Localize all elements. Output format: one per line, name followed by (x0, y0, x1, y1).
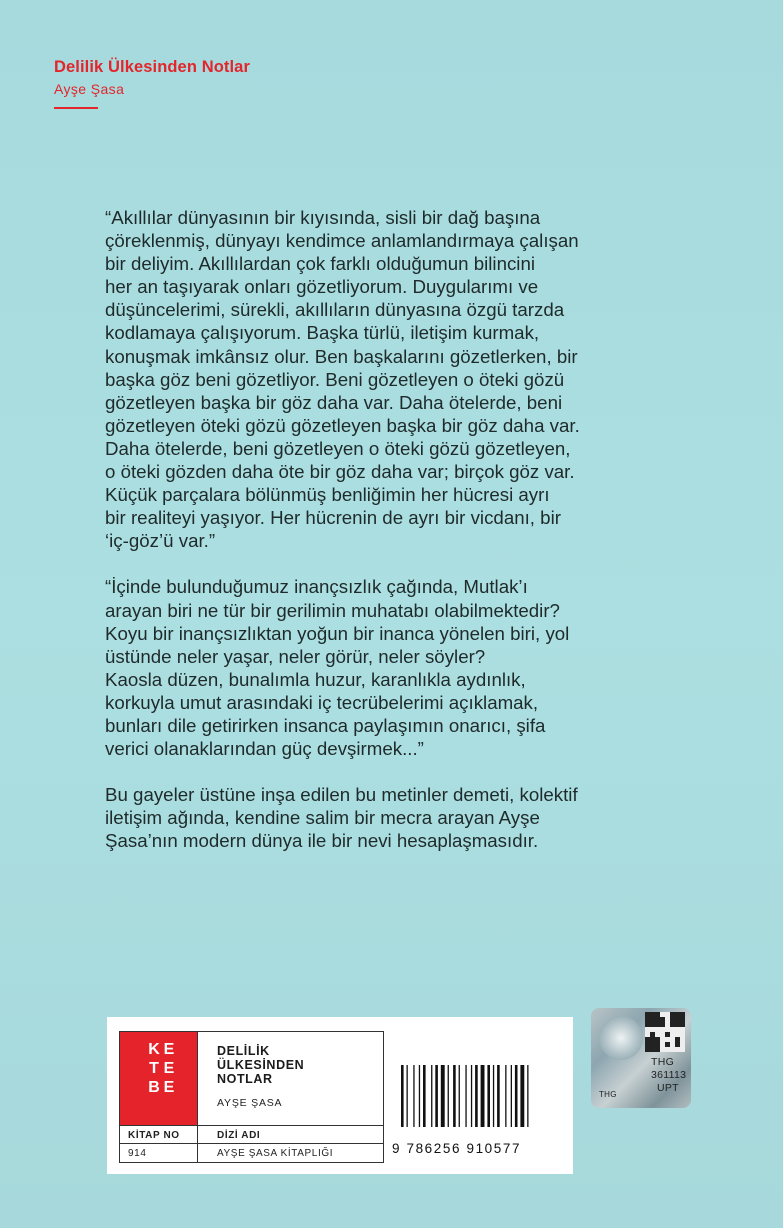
hologram-sticker (591, 1008, 691, 1108)
barcode-bar (431, 1065, 432, 1127)
barcode-bar (423, 1065, 426, 1127)
blurb-line: Şasa’nın modern dünya ile bir nevi hesaplaşmasıdır. (105, 830, 539, 852)
logo-letter: T (149, 1060, 159, 1077)
blurb-line: gözetleyen başka bir göz daha var. Daha ötelerde, beni (105, 391, 563, 413)
barcode-bar (493, 1065, 494, 1127)
blurb-paragraph (105, 575, 705, 760)
barcode-bar (487, 1065, 490, 1127)
blurb-line: başka göz beni gözetliyor. Beni gözetleyen o öteki gözü (105, 368, 565, 390)
blurb-line: ‘iç-göz’ü var.” (105, 530, 216, 552)
barcode-icon (399, 1065, 559, 1127)
dizi-adi-value: AYŞE ŞASA KİTAPLIĞI (217, 1148, 334, 1159)
cover-header (54, 58, 250, 109)
qr-code-icon (645, 1012, 685, 1052)
blurb-line: bir realiteyi yaşıyor. Her hücrenin de ayrı bir vicdanı, bir (105, 507, 561, 529)
logo-letter: B (148, 1079, 160, 1096)
barcode-bar (520, 1065, 524, 1127)
barcode-bar (448, 1065, 449, 1127)
label-book-info (217, 1044, 304, 1109)
barcode-bar (407, 1065, 408, 1127)
blurb-line: üstünde neler yaşar, neler görür, neler söyler? (105, 645, 486, 667)
barcode-bar (465, 1065, 466, 1127)
barcode-bar (527, 1065, 528, 1127)
blurb-line: iletişim ağında, kendine salim bir mecra arayan Ayşe (105, 807, 540, 829)
hologram-code-1: THG (651, 1056, 675, 1068)
blurb-line: gözetleyen öteki gözü gözetleyen başka bir göz daha var. (105, 414, 580, 436)
blurb-line: bunları dile getirirken insanca paylaşımın onarıcı, şifa (105, 714, 546, 736)
blurb-line: “İçinde bulunduğumuz inançsızlık çağında, Mutlak’ı (105, 576, 528, 598)
hologram-seal-icon (599, 1016, 643, 1060)
isbn-digits: 9 786256 910577 (392, 1141, 522, 1156)
hologram-bottom-text: THG (599, 1090, 617, 1099)
barcode-bar (515, 1065, 518, 1127)
blurb-line: Küçük parçalara bölünmüş benliğimin her hücresi ayrı (105, 484, 550, 506)
blurb-line: düşüncelerimi, sürekli, akıllıların dünyasına özgü tarzda (105, 299, 565, 321)
barcode-bar (441, 1065, 445, 1127)
barcode-bar (401, 1065, 404, 1127)
blurb-line: verici olanaklarından güç devşirmek...” (105, 738, 424, 760)
blurb-line: her an taşıyarak onları gözetliyorum. Duygularımı ve (105, 276, 539, 298)
divider-horizontal-1 (120, 1125, 383, 1126)
publisher-label (107, 1017, 573, 1174)
blurb-text (105, 206, 705, 875)
barcode-bar (505, 1065, 506, 1127)
blurb-line: o öteki gözden daha öte bir göz daha var; birçok göz var. (105, 461, 575, 483)
barcode-bar (481, 1065, 485, 1127)
hologram-code-3: UPT (657, 1082, 679, 1094)
blurb-line: Bu gayeler üstüne inşa edilen bu metinler demeti, kolektif (105, 784, 578, 806)
logo-letter: K (148, 1041, 160, 1058)
dizi-adi-header: DİZİ ADI (217, 1130, 261, 1141)
barcode-bar (497, 1065, 500, 1127)
book-title-heading: Delilik Ülkesinden Notlar (54, 58, 250, 76)
blurb-paragraph (105, 783, 705, 852)
blurb-line: arayan biri ne tür bir gerilimin muhatabı olabilmektedir? (105, 599, 560, 621)
blurb-line: “Akıllılar dünyasının bir kıyısında, sisli bir dağ başına (105, 207, 541, 228)
barcode-bar (475, 1065, 478, 1127)
blurb-line: kodlamaya çalışıyorum. Başka türlü, iletişim kurmak, (105, 322, 540, 344)
blurb-line: Koyu bir inançsızlıktan yoğun bir inanca yönelen biri, yol (105, 622, 570, 644)
hologram-code-2: 361113 (651, 1069, 687, 1081)
label-book-author: AYŞE ŞASA (217, 1097, 283, 1109)
blurb-line: Daha ötelerde, beni gözetleyen o öteki gözü gözetleyen, (105, 437, 571, 459)
logo-letter: E (163, 1041, 175, 1058)
blurb-line: Kaosla düzen, bunalımla huzur, karanlıkla aydınlık, (105, 668, 526, 690)
label-book-title: DELİLİK ÜLKESİNDEN NOTLAR (217, 1044, 305, 1086)
header-underline (54, 107, 98, 109)
blurb-paragraph (105, 206, 705, 552)
author-name: Ayşe Şasa (54, 81, 125, 97)
barcode-bar (471, 1065, 472, 1127)
ketebe-logo (120, 1032, 197, 1125)
kitap-no-header: KİTAP NO (128, 1130, 180, 1141)
blurb-line: konuşmak imkânsız olur. Ben başkalarını gözetlerken, bir (105, 345, 578, 367)
barcode-bar (453, 1065, 456, 1127)
barcode-bar (435, 1065, 438, 1127)
catalog-box (119, 1031, 384, 1163)
blurb-line: bir deliyim. Akıllılardan çok farklı olduğumun bilincini (105, 253, 536, 275)
barcode-bar (459, 1065, 460, 1127)
barcode-bar (511, 1065, 512, 1127)
blurb-line: korkuyla umut arasındaki iç tecrübelerimi açıklamak, (105, 691, 539, 713)
blurb-line: çöreklenmiş, dünyayı kendimce anlamlandırmaya çalışan (105, 230, 579, 252)
barcode-bar (419, 1065, 420, 1127)
logo-letters (148, 1042, 175, 1096)
kitap-no-value: 914 (128, 1148, 147, 1159)
barcode-bar (413, 1065, 414, 1127)
logo-letter: E (163, 1079, 175, 1096)
divider-horizontal-2 (120, 1143, 383, 1144)
logo-letter: E (163, 1060, 175, 1077)
